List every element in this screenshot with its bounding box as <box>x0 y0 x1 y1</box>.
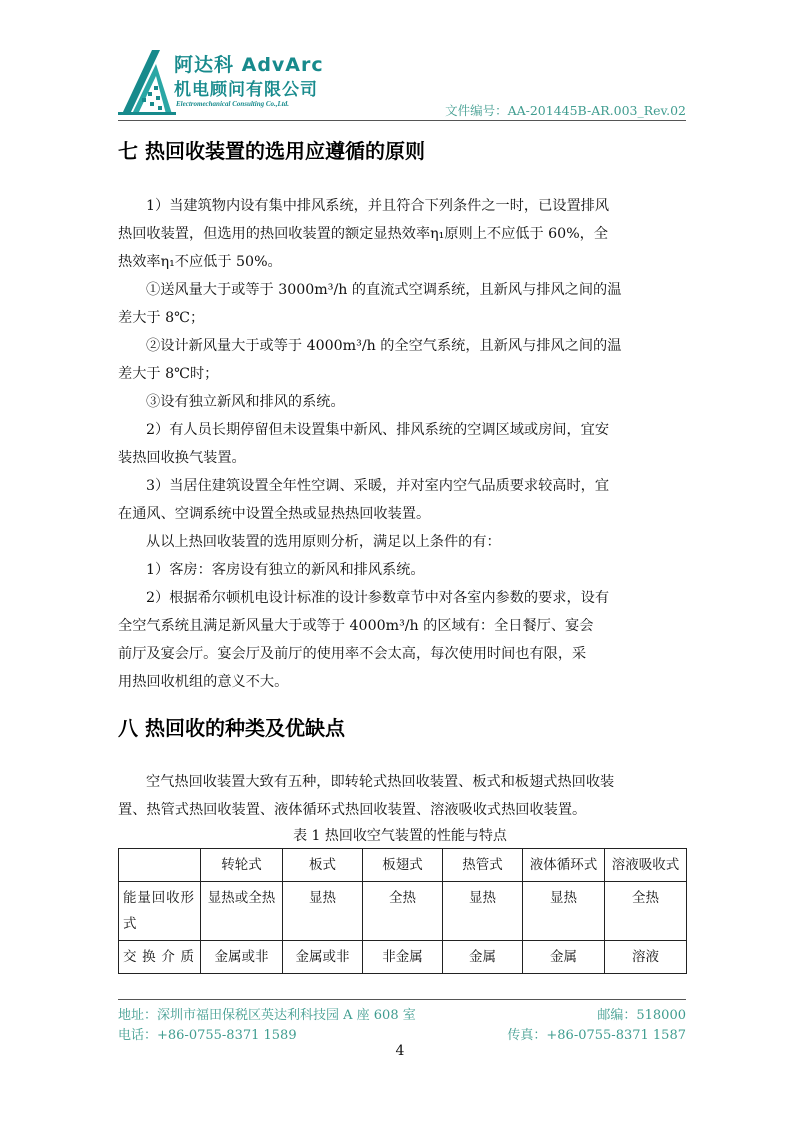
page-header <box>118 44 686 120</box>
table-cell: 全热 <box>605 882 687 941</box>
text-line: 热回收装置，但选用的热回收装置的额定显热效率η₁原则上不应低于 60%，全 <box>118 226 609 242</box>
table-cell: 金属 <box>443 941 523 974</box>
table-cell: 金属或非 <box>283 941 363 974</box>
table-row-header: 能量回收形式 <box>119 882 201 941</box>
text-line: 全空气系统且满足新风量大于或等于 4000m³/h 的区域有：全日餐厅、宴会 <box>118 618 594 634</box>
table-row <box>119 882 687 941</box>
table-header-cell: 转轮式 <box>201 849 283 882</box>
text-line: ①送风量大于或等于 3000m³/h 的直流式空调系统，且新风与排风之间的温 <box>146 282 622 298</box>
table-caption: 表 1 热回收空气装置的性能与特点 <box>293 828 507 844</box>
table-header-cell: 热管式 <box>443 849 523 882</box>
table-cell: 全热 <box>363 882 443 941</box>
table-cell: 金属 <box>523 941 605 974</box>
table-header-row <box>119 849 687 882</box>
text-line: ③设有独立新风和排风的系统。 <box>146 394 345 410</box>
table-row <box>119 941 687 974</box>
footer-phone: 电话：+86-0755-8371 1589 <box>118 1028 297 1043</box>
text-line: 置、热管式热回收装置、液体循环式热回收装置、溶液吸收式热回收装置。 <box>118 802 587 818</box>
footer-divider <box>118 999 686 1000</box>
section-8-heading: 八 热回收的种类及优缺点 <box>118 716 345 740</box>
table-cell: 显热 <box>523 882 605 941</box>
text-line: 2）有人员长期停留但未设置集中新风、排风系统的空调区域或房间，宜安 <box>146 422 610 438</box>
table-header-cell: 板翅式 <box>363 849 443 882</box>
text-line: 差大于 8℃； <box>118 310 205 326</box>
text-line: 空气热回收装置大致有五种，即转轮式热回收装置、板式和板翅式热回收装 <box>146 774 615 790</box>
table-cell: 溶液 <box>605 941 687 974</box>
table-cell: 显热或全热 <box>201 882 283 941</box>
logo-english-name: Electromechanical Consulting Co.,Ltd. <box>176 100 289 108</box>
table-cell: 非金属 <box>363 941 443 974</box>
table-row-header: 交换介质 <box>119 941 201 974</box>
section-7-heading: 七 热回收装置的选用应遵循的原则 <box>118 139 425 163</box>
text-line: 差大于 8℃时； <box>118 366 219 382</box>
text-line: 3）当居住建筑设置全年性空调、采暖，并对室内空气品质要求较高时，宜 <box>146 478 610 494</box>
footer-fax: 传真：+86-0755-8371 1587 <box>507 1028 686 1043</box>
text-line: 2）根据希尔顿机电设计标准的设计参数章节中对各室内参数的要求，设有 <box>146 590 610 606</box>
text-line: 在通风、空调系统中设置全热或显热热回收装置。 <box>118 506 431 522</box>
footer-postcode: 邮编：518000 <box>597 1008 686 1023</box>
table-cell: 显热 <box>443 882 523 941</box>
text-line: 从以上热回收装置的选用原则分析，满足以上条件的有： <box>146 534 501 550</box>
table-header-cell: 板式 <box>283 849 363 882</box>
triangular-tower-logo-icon <box>118 46 176 116</box>
performance-table <box>118 848 687 974</box>
text-line: 前厅及宴会厅。宴会厅及前厅的使用率不会太高，每次使用时间也有限，采 <box>118 646 587 662</box>
page-number: 4 <box>395 1043 405 1059</box>
section-7-body <box>118 192 684 696</box>
table-header-cell: 液体循环式 <box>523 849 605 882</box>
header-divider <box>118 120 686 121</box>
logo-title-line2: 机电顾问有限公司 <box>174 80 318 100</box>
document-number: 文件编号：AA-201445B-AR.003_Rev.02 <box>445 103 686 118</box>
table-header-cell <box>119 849 201 882</box>
text-line: 1）当建筑物内设有集中排风系统，并且符合下列条件之一时，已设置排风 <box>146 198 610 214</box>
company-logo <box>118 44 328 116</box>
text-line: 装热回收换气装置。 <box>118 450 246 466</box>
text-line: 热效率η₁不应低于 50%。 <box>118 254 282 270</box>
table-cell: 金属或非 <box>201 941 283 974</box>
logo-title-line1: 阿达科 AdvArc <box>174 54 324 76</box>
text-line: 用热回收机组的意义不大。 <box>118 674 289 690</box>
footer-address: 地址：深圳市福田保税区英达利科技园 A 座 608 室 <box>118 1008 416 1023</box>
table-cell: 显热 <box>283 882 363 941</box>
text-line: 1）客房：客房设有独立的新风和排风系统。 <box>146 562 425 578</box>
table-header-cell: 溶液吸收式 <box>605 849 687 882</box>
text-line: ②设计新风量大于或等于 4000m³/h 的全空气系统，且新风与排风之间的温 <box>146 338 622 354</box>
section-8-body <box>118 768 684 824</box>
